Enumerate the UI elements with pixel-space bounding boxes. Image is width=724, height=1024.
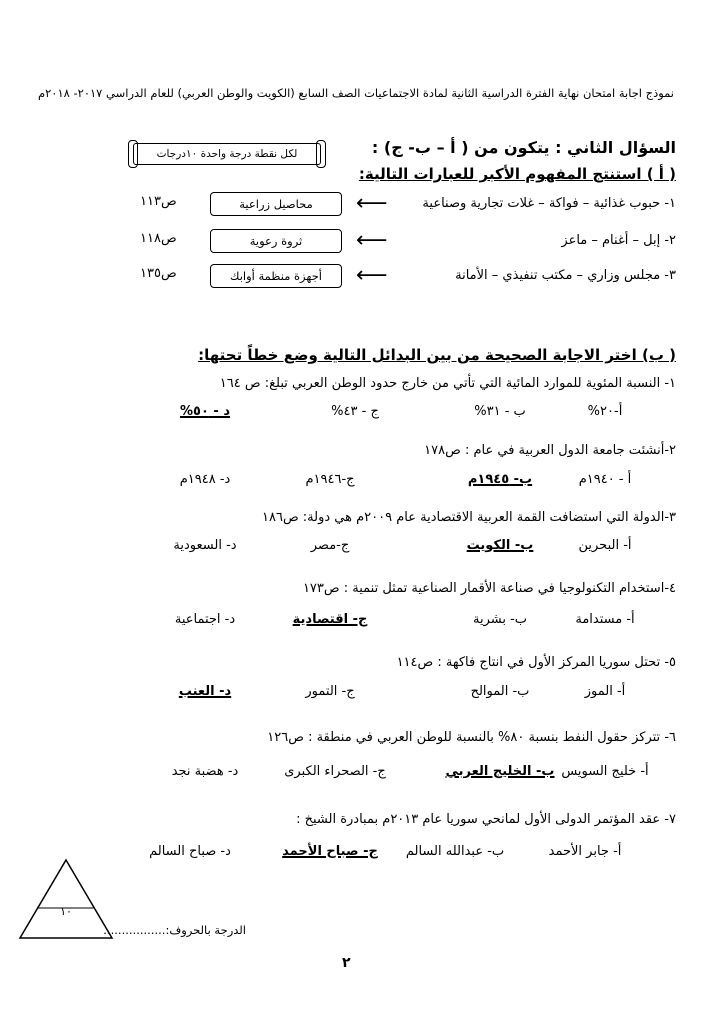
grade-in-words: الدرجة بالحروف:................. xyxy=(103,923,246,937)
mcq-question-text: ٢-أنشئت جامعة الدول العربية في عام : ص١٧٨ xyxy=(424,443,676,458)
mcq-option-correct: ب- الخليج العربي xyxy=(445,764,555,779)
mcq-option-correct: ب- الكويت xyxy=(466,538,534,553)
mcq-question-text: ٥- تحتل سوريا المركز الأول في انتاج فاكهة : ص١١٤ xyxy=(396,655,676,670)
mcq-option: أ- جابر الأحمد xyxy=(548,844,622,859)
mcq-option-correct: د - ٥٠% xyxy=(179,404,231,419)
concept-item-text: ٣- مجلس وزاري – مكتب تنفيذي – الأمانة xyxy=(455,268,676,283)
mcq-option: أ- الموز xyxy=(584,684,626,699)
points-note-scroll: لكل نقطة درجة واحدة ١٠درجات xyxy=(133,143,321,165)
mcq-question-text: ٤-استخدام التكنولوجيا في صناعة الأقمار الصناعية تمثل تنمية : ص١٧٣ xyxy=(302,581,676,596)
section-b-title: ( ب) اختر الاجابة الصحيحة من بين البدائل التالية وضع خطاً تحتها: xyxy=(198,346,676,364)
mcq-option: ب - ٣١% xyxy=(474,404,526,419)
arrow-left-icon: ⟵ xyxy=(356,263,388,288)
concept-answer-box: ثروة رعوية xyxy=(210,229,342,253)
mcq-option: أ- خليج السويس xyxy=(561,764,649,779)
question-2-title: السؤال الثاني : يتكون من ( أ – ب- ج) : xyxy=(371,138,676,157)
mcq-option: د- ١٩٤٨م xyxy=(179,472,231,487)
mcq-option-correct: ج- اقتصادية xyxy=(292,612,368,627)
concept-item-text: ١- حبوب غذائية – فواكة – غلات تجارية وصناعية xyxy=(422,196,676,211)
mcq-option: ج-مصر xyxy=(310,538,350,553)
mcq-option: أ- البحرين xyxy=(578,538,632,553)
section-a-title: ( أ ) استنتج المفهوم الأكبر للعبارات التالية: xyxy=(358,165,676,183)
mcq-option: ب- الموالح xyxy=(470,684,530,699)
mcq-option: ب- عبدالله السالم xyxy=(405,844,505,859)
score-value: ١٠ xyxy=(60,905,72,918)
page-reference: ص١٣٥ xyxy=(140,266,177,281)
mcq-option: أ- مستدامة xyxy=(575,612,635,627)
mcq-option: أ - ١٩٤٠م xyxy=(578,472,632,487)
concept-item-text: ٢- إبل – أغنام – ماعز xyxy=(561,233,676,248)
mcq-option: ج- التمور xyxy=(305,684,355,699)
mcq-option: أ-٢٠% xyxy=(587,404,623,419)
concept-answer-box: محاصيل زراعية xyxy=(210,192,342,216)
mcq-option: ج- الصحراء الكبرى xyxy=(284,764,386,779)
page-number: ٢ xyxy=(342,955,351,971)
mcq-option: د- صباح السالم xyxy=(149,844,231,859)
mcq-option-correct: ب- ١٩٤٥م xyxy=(467,472,533,487)
document-header: نموذج اجابة امتحان نهاية الفترة الدراسية الثانية لمادة الاجتماعيات الصف السابع (الكويت والوطن العربي) للعام الدراسي ٢٠١٧- ٢٠١٨م xyxy=(38,86,674,100)
mcq-option: ج-١٩٤٦م xyxy=(305,472,355,487)
arrow-left-icon: ⟵ xyxy=(356,191,388,216)
mcq-option-correct: ج- صباح الأحمد xyxy=(282,844,378,859)
mcq-option: ج - ٤٣% xyxy=(331,404,379,419)
page-reference: ص١١٨ xyxy=(140,231,177,246)
page-reference: ص١١٣ xyxy=(140,194,177,209)
mcq-option-correct: د- العنب xyxy=(178,684,232,699)
mcq-question-text: ٧- عقد المؤتمر الدولى الأول لمانحي سوريا عام ٢٠١٣م بمبادرة الشيخ : xyxy=(296,812,676,827)
mcq-option: ب- بشرية xyxy=(472,612,528,627)
arrow-left-icon: ⟵ xyxy=(356,228,388,253)
mcq-question-text: ١- النسبة المئوية للموارد المائية التي تأتي من خارج حدود الوطن العربي تبلغ: ص ١٦٤ xyxy=(219,376,676,391)
concept-answer-box: أجهزة منظمة أوابك xyxy=(210,264,342,288)
mcq-option: د- اجتماعية xyxy=(174,612,236,627)
mcq-option: د- السعودية xyxy=(173,538,237,553)
mcq-question-text: ٣-الدولة التي استضافت القمة العربية الاقتصادية عام ٢٠٠٩م هي دولة: ص١٨٦ xyxy=(261,510,676,525)
mcq-option: د- هضبة نجد xyxy=(171,764,239,779)
mcq-question-text: ٦- تتركز حقول النفط بنسبة ٨٠% بالنسبة للوطن العربي في منطقة : ص١٢٦ xyxy=(267,730,676,745)
score-triangle xyxy=(18,858,114,940)
